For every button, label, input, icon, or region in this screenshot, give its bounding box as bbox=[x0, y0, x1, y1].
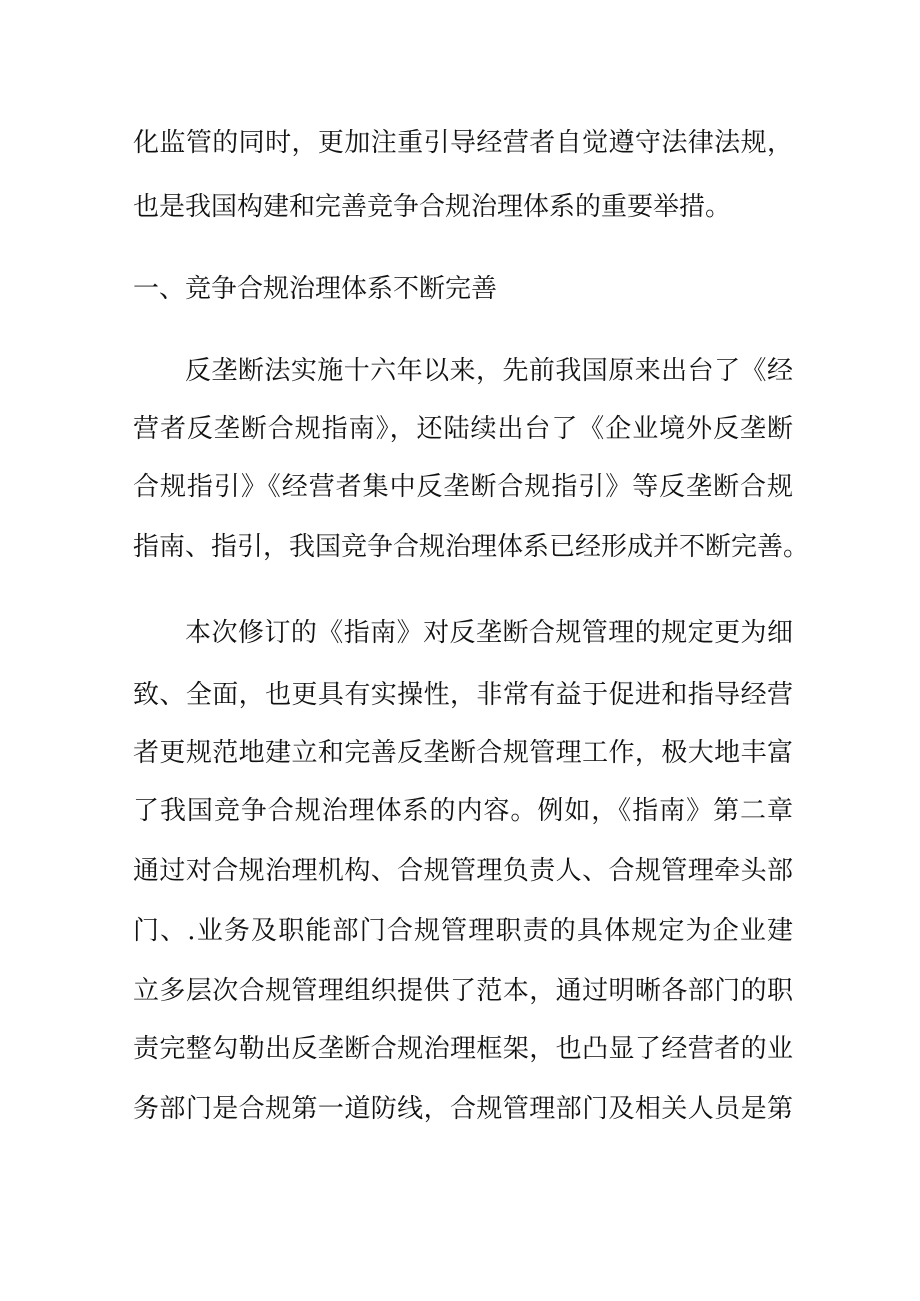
paragraph-line: 通过对合规治理机构、合规管理负责人、合规管理牵头部 bbox=[133, 856, 793, 886]
section-heading: 一、竞争合规治理体系不断完善 bbox=[133, 274, 498, 304]
paragraph-line: 立多层次合规管理组织提供了范本，通过明晰各部门的职 bbox=[133, 976, 793, 1006]
paragraph-line: 了我国竞争合规治理体系的内容。例如，《指南》第二章 bbox=[133, 796, 793, 826]
paragraph-line: 门、.业务及职能部门合规管理职责的具体规定为企业建 bbox=[133, 916, 793, 946]
paragraph-line: 营者反垄断合规指南》，还陆续出台了《企业境外反垄断 bbox=[133, 414, 793, 444]
paragraph-line: 责完整勾勒出反垄断合规治理框架，也凸显了经营者的业 bbox=[133, 1034, 793, 1064]
paragraph-line: 化监管的同时，更加注重引导经营者自觉遵守法律法规， bbox=[133, 128, 793, 158]
paragraph-line: 反垄断法实施十六年以来，先前我国原来出台了《经 bbox=[185, 356, 793, 386]
paragraph-line: 致、全面，也更具有实操性，非常有益于促进和指导经营 bbox=[133, 680, 793, 710]
paragraph-line: 指南、指引，我国竞争合规治理体系已经形成并不断完善。 bbox=[133, 532, 810, 562]
paragraph-line: 者更规范地建立和完善反垄断合规管理工作，极大地丰富 bbox=[133, 738, 793, 768]
paragraph-line: 也是我国构建和完善竞争合规治理体系的重要举措。 bbox=[133, 192, 732, 222]
paragraph-line: 本次修订的《指南》对反垄断合规管理的规定更为细 bbox=[185, 618, 793, 648]
paragraph-line: 务部门是合规第一道防线，合规管理部门及相关人员是第 bbox=[133, 1094, 793, 1124]
paragraph-line: 合规指引》《经营者集中反垄断合规指引》等反垄断合规 bbox=[133, 472, 793, 502]
